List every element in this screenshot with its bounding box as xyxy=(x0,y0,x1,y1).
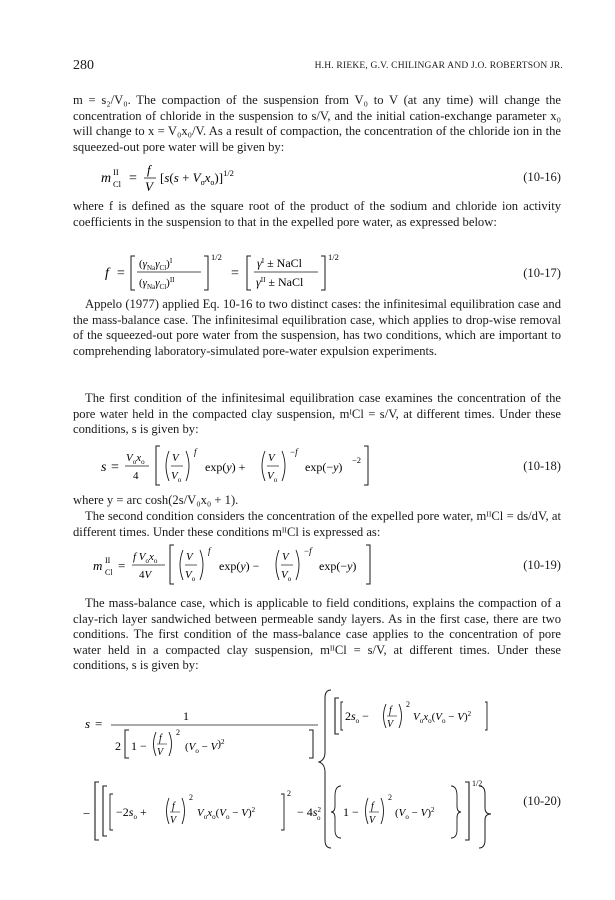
svg-text:=: = xyxy=(118,558,126,573)
svg-text:(γNaγCl)II: $(\gamma_{Na}\gamma_{Cl})^{II}$ xyxy=(139,276,175,291)
svg-text:−f: −f xyxy=(290,447,298,457)
equation-10-16 xyxy=(73,160,561,194)
svg-text:Vo: $V_o$ xyxy=(171,470,182,484)
svg-text:exp(y) +: exp(y) + xyxy=(205,460,246,474)
svg-text:=: = xyxy=(231,266,239,281)
svg-text:m: m xyxy=(101,171,112,186)
svg-text:Cl: Cl xyxy=(113,179,122,189)
svg-text:Vo: $V_o$ xyxy=(267,470,278,484)
svg-text:f: f xyxy=(159,733,162,744)
svg-text:V: V xyxy=(170,815,177,826)
svg-text:−: − xyxy=(83,806,91,821)
equation-number: (10-20) xyxy=(523,794,561,808)
svg-text:V: V xyxy=(186,551,193,563)
svg-text:exp(−y): exp(−y) xyxy=(319,559,357,573)
paragraph-first-condition: The first condition of the infinitesimal equilibration case examines the concentration of the pore water held in the compacted clay suspension, mᴵCl = s/V, at different times. Under these conditions, s is given by: xyxy=(73,391,561,437)
running-head: H.H. RIEKE, G.V. CHILINGAR AND J.O. ROBERTSON JR. xyxy=(314,61,563,71)
svg-text:f: f xyxy=(371,801,374,812)
svg-text:1/2: 1/2 xyxy=(211,252,222,262)
svg-text:Vo: $V_o$ xyxy=(185,569,196,583)
svg-text:V: V xyxy=(157,747,164,758)
svg-text:V: V xyxy=(145,179,153,194)
svg-text:f: f xyxy=(208,546,211,556)
page-header xyxy=(73,58,563,74)
svg-text:V: V xyxy=(268,452,275,464)
svg-text:2: 2 xyxy=(115,739,121,753)
svg-text:V: V xyxy=(172,452,179,464)
svg-text:2: 2 xyxy=(176,728,180,737)
equation-number: (10-17) xyxy=(523,266,561,280)
paragraph-mass-balance: The mass-balance case, which is applicable to field conditions, explains the compaction of a clay-rich layer sandwiched between permeable sandy layers. As in the first case, there are two conditions. The first condition of the mass-balance case applies to the concentration of pore water held in a compacted clay suspension, mᴵᴵCl = s/V, at different times. Under these conditions, s is given by: xyxy=(73,596,561,673)
svg-text:2: 2 xyxy=(287,789,291,798)
paragraph-appelo: Appelo (1977) applied Eq. 10-16 to two distinct cases: the infinitesimal equilibration case and the mass-balance case. The infinitesimal equilibration case, which applies to drop-wise removal of the squeezed-out pore water from the suspension, has two conditions, which are important to comprehending laboratory-simulated pore-water expulsion experiments. xyxy=(73,297,561,358)
svg-text:s: s xyxy=(101,460,107,475)
equation-number: (10-16) xyxy=(523,170,561,184)
equation-10-18-body xyxy=(73,443,413,487)
svg-text:1: 1 xyxy=(183,709,189,723)
svg-text:f: f xyxy=(194,447,197,457)
equation-10-19-body xyxy=(73,542,413,586)
equation-number: (10-19) xyxy=(523,558,561,572)
svg-text:[s(s + Voxo)]1/2: $[s(s + V_ox_o)]^{1/2}$ xyxy=(160,168,234,187)
svg-text:V: V xyxy=(369,815,376,826)
svg-text:−f: −f xyxy=(304,546,312,556)
svg-text:f: f xyxy=(172,801,175,812)
svg-text:(Vo − V)2: $(V_o - V)^2$ xyxy=(395,806,435,821)
equation-10-20 xyxy=(73,690,561,850)
svg-text:f: f xyxy=(147,162,151,177)
equation-10-17 xyxy=(73,250,561,294)
paragraph-compaction: m = s₂/V₀. The compaction of the suspension from V₀ to V (at any time) will change the concentration of chloride in the suspension to s/V, and the initial cation-exchange parameter x₀ will change to x = V₀x₀/V. As a result of compaction, the concentration of the chloride ion in the squeezed-out pore water will be given by: xyxy=(73,93,561,154)
svg-text:=: = xyxy=(129,171,137,186)
equation-10-17-body xyxy=(73,250,393,294)
svg-text:Voxo(Vo − V)2: $V_ox_o(V_o - V)^2$ xyxy=(413,710,472,725)
equation-number: (10-18) xyxy=(523,459,561,473)
svg-text:exp(−y): exp(−y) xyxy=(305,460,343,474)
svg-text:−2so +: $-2s_o$ + xyxy=(116,805,147,821)
svg-text:(γNaγCl)I: $(\gamma_{Na}\gamma_{Cl})^I$ xyxy=(139,257,173,272)
paragraph-activity-coefficient: where f is defined as the square root of the product of the sodium and chloride ion activity coefficients in the suspension to that in the expelled pore water, as expressed below: xyxy=(73,199,561,229)
svg-text:s: s xyxy=(85,716,91,731)
svg-text:− 4s2o: − $4s^2$ o xyxy=(297,805,321,822)
equation-10-16-body xyxy=(73,160,373,194)
svg-text:f: f xyxy=(105,266,109,281)
svg-text:=: = xyxy=(95,716,103,731)
svg-text:1/2: 1/2 xyxy=(472,779,483,788)
svg-text:γI ± NaCl: $\gamma^I$ ± NaCl xyxy=(257,256,302,270)
svg-text:4V: 4V xyxy=(139,569,152,581)
page-number: 280 xyxy=(73,58,94,73)
svg-text:1/2: 1/2 xyxy=(328,252,339,262)
svg-text:2: 2 xyxy=(406,700,410,709)
svg-text:1 −: 1 − xyxy=(343,805,359,819)
svg-text:2so −: $2s_o$ − xyxy=(345,709,369,725)
svg-text:V: V xyxy=(387,719,394,730)
svg-text:II: II xyxy=(113,167,119,177)
equation-10-20-body xyxy=(73,690,493,850)
svg-text:(Vo − V)2: $(V_o - V)^2$ xyxy=(185,738,225,755)
svg-text:V: V xyxy=(282,551,289,563)
svg-text:II: II xyxy=(105,556,111,565)
svg-text:=: = xyxy=(117,266,125,281)
svg-text:2: 2 xyxy=(189,793,193,802)
paragraph-where-y: where y = arc cosh(2s/V₀x₀ + 1). xyxy=(73,493,239,507)
svg-text:Vo: $V_o$ xyxy=(281,569,292,583)
svg-text:m: m xyxy=(93,558,103,573)
svg-text:1 −: 1 − xyxy=(131,739,147,753)
svg-text:exp(y) −: exp(y) − xyxy=(219,559,260,573)
paragraph-second-condition: The second condition considers the concentration of the expelled pore water, mᴵᴵCl = ds/dV, at different times. Under these conditions mᴵᴵCl is expressed as: xyxy=(73,509,561,539)
svg-text:Voxo: $V_ox_o$ xyxy=(126,452,145,466)
svg-text:Cl: Cl xyxy=(105,568,113,577)
svg-text:f Voxo: f $V_ox_o$ xyxy=(133,551,158,565)
svg-text:γII ± NaCl: $\gamma^{II}$ ± NaCl xyxy=(256,275,304,289)
svg-text:4: 4 xyxy=(133,470,139,482)
svg-text:−2: −2 xyxy=(352,455,362,465)
svg-text:=: = xyxy=(111,460,119,475)
equation-10-19 xyxy=(73,542,561,586)
equation-10-18 xyxy=(73,443,561,487)
svg-text:2: 2 xyxy=(388,793,392,802)
svg-text:f: f xyxy=(389,705,392,716)
svg-text:Voxo(Vo − V)2: $V_ox_o(V_o - V)^2$ xyxy=(197,806,256,821)
